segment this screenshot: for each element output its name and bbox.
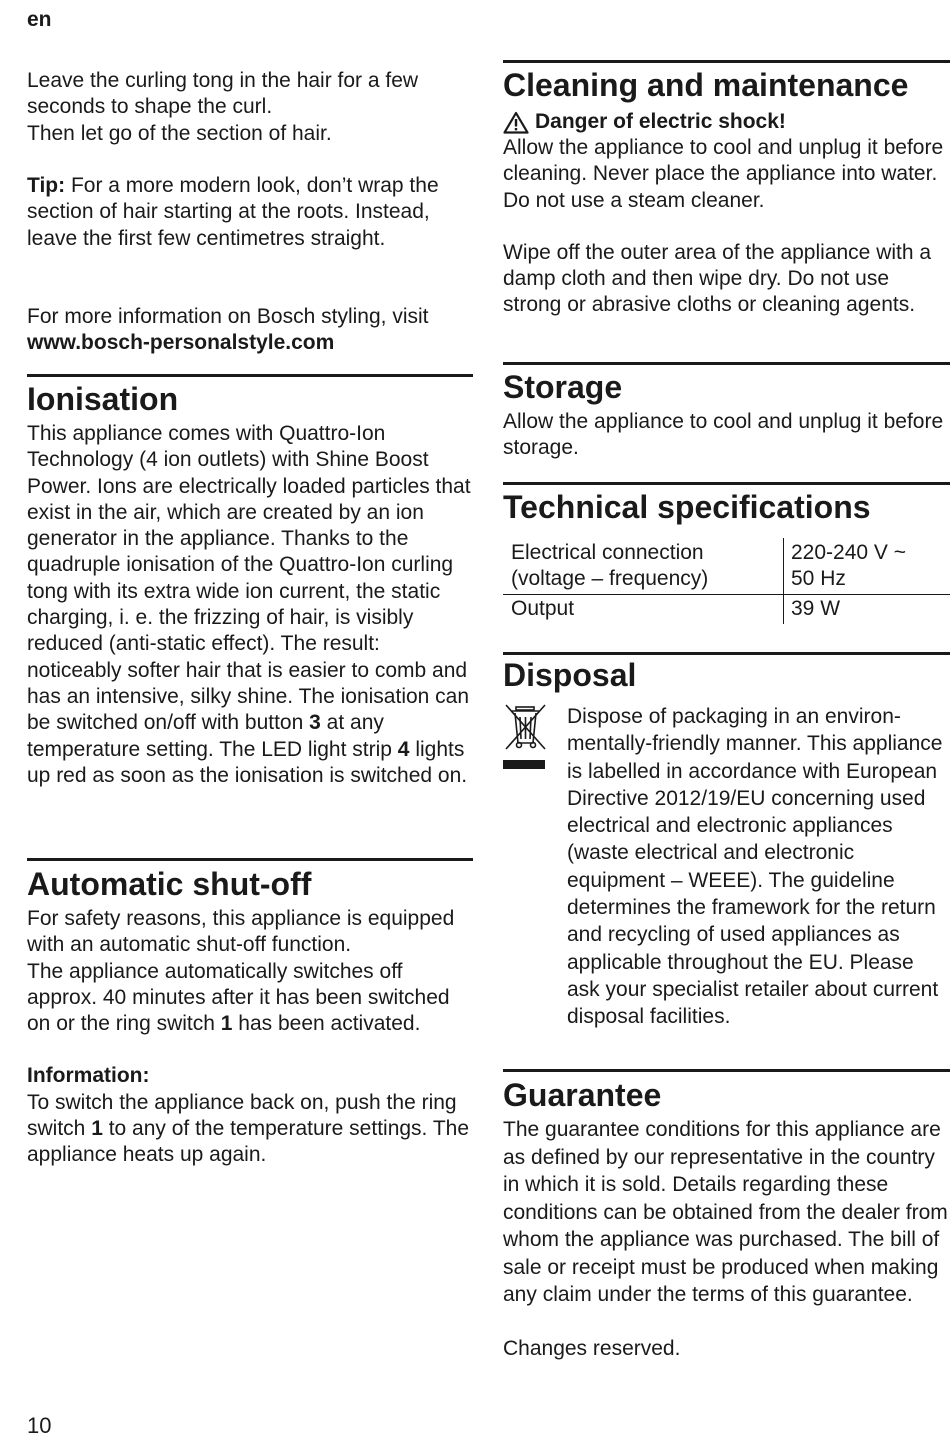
section-heading-shutoff: Automatic shut-off xyxy=(27,866,312,902)
tip-section xyxy=(27,173,473,252)
table-row xyxy=(503,596,950,624)
danger-warning xyxy=(503,109,950,135)
disposal-section xyxy=(503,655,950,695)
section-heading-ionisation: Ionisation xyxy=(27,381,179,417)
tip-label: Tip: xyxy=(27,174,66,197)
more-info-section xyxy=(27,304,473,357)
ionisation-text: This appliance comes with Quattro-Ion Technology (4 ion outlets) with Shine Boost Power. Ions are electrically loaded particles that exist in the air, which are created by an ion generator in the appliance. Thanks to the quadruple ionisation of the Quattro-Ion curling tong with its extra wide ion current, the static charging, i. e. the frizzing of hair, is visibly reduced (anti-static effect). The result: noticeably softer hair that is easier to comb and has an intensive, silky shine. The ionisation can be switched on/off with button 3 at any temperature setting. The LED light strip 4 lights up red as soon as the ionisation is switched on. xyxy=(27,422,471,787)
shutoff-section xyxy=(27,864,473,1169)
spec-value: 220-240 V ~ xyxy=(791,541,907,564)
section-heading-cleaning: Cleaning and maintenance xyxy=(503,67,909,103)
tip-paragraph xyxy=(27,173,473,252)
crossed-out-wheelie-bin-icon xyxy=(503,703,549,773)
intro-paragraph: Leave the curling tong in the hair for a few seconds to shape the curl. xyxy=(27,69,419,119)
cleaning-section xyxy=(503,65,950,319)
section-heading-disposal: Disposal xyxy=(503,657,637,693)
section-divider xyxy=(503,362,950,365)
more-info-text: For more information on Bosch styling, visit xyxy=(27,305,429,328)
disposal-text: Dispose of packaging in an environmentally-friendly manner. This appliance is labelled in accordance with European Directive 2012/19/EU concerning used electrical and electronic appliances (waste electrical and electronic equipment – WEEE). The guideline determines the framework for the return and recycling of used appliances as applicable throughout the EU. Please ask your specialist retailer about current disposal facilities. xyxy=(567,705,943,1029)
specs-table xyxy=(503,538,950,620)
ionisation-section xyxy=(27,379,473,789)
guarantee-text: The guarantee conditions for this appliance are as defined by our representative in the country in which it is sold. Details regarding these conditions can be obtained from the dealer from whom the appliance was purchased. The bill of sale or receipt must be produced when making any claim under the terms of this guarantee. xyxy=(503,1118,948,1306)
section-heading-storage: Storage xyxy=(503,369,623,405)
information-text: To switch the appliance back on, push the ring switch 1 to any of the temperature settings. The appliance heats up again. xyxy=(27,1090,470,1167)
section-divider xyxy=(503,1069,950,1072)
specs-section xyxy=(503,487,950,527)
spec-label: (voltage – frequency) xyxy=(511,567,709,591)
information-label: Information: xyxy=(27,1064,150,1088)
section-divider xyxy=(27,858,473,861)
section-heading-guarantee: Guarantee xyxy=(503,1077,662,1113)
intro-paragraph-2: Then let go of the section of hair. xyxy=(27,121,332,145)
warning-triangle-icon xyxy=(503,111,529,134)
cleaning-text: Allow the appliance to cool and unplug it before cleaning. Never place the appliance into water. Do not use a steam cleaner. xyxy=(503,136,944,212)
spec-value: 39 W xyxy=(791,597,841,620)
intro-section xyxy=(27,68,473,147)
changes-note: Changes reserved. xyxy=(503,1336,681,1360)
storage-section xyxy=(503,367,950,462)
section-divider xyxy=(503,482,950,485)
shutoff-text-2: The appliance automatically switches off approx. 40 minutes after it has been switched on or the ring switch 1 has been activated. xyxy=(27,959,450,1036)
storage-text: Allow the appliance to cool and unplug it before storage. xyxy=(503,410,944,460)
section-divider xyxy=(503,60,950,63)
section-divider xyxy=(27,374,473,377)
spec-value: 50 Hz xyxy=(791,567,846,591)
page-number: 10 xyxy=(27,1413,52,1438)
website-link[interactable]: www.bosch-personalstyle.com xyxy=(27,331,335,355)
warning-text: Danger of electric shock! xyxy=(535,110,786,133)
guarantee-section xyxy=(503,1075,950,1362)
section-heading-specs: Technical specifications xyxy=(503,489,871,525)
table-row xyxy=(503,538,950,592)
tip-text: For a more modern look, don’t wrap the section of hair starting at the roots. Instead, leave the first few centimetres straight. xyxy=(27,174,439,250)
table-divider xyxy=(503,594,950,595)
cleaning-text-2: Wipe off the outer area of the appliance with a damp cloth and then wipe dry. Do not use strong or abrasive cloths or cleaning agents. xyxy=(503,240,932,317)
spec-label: Output xyxy=(511,597,575,620)
spec-label: Electrical connection xyxy=(511,541,704,564)
language-code: en xyxy=(27,8,52,31)
shutoff-text: For safety reasons, this appliance is equipped with an automatic shut-off function. xyxy=(27,907,455,957)
